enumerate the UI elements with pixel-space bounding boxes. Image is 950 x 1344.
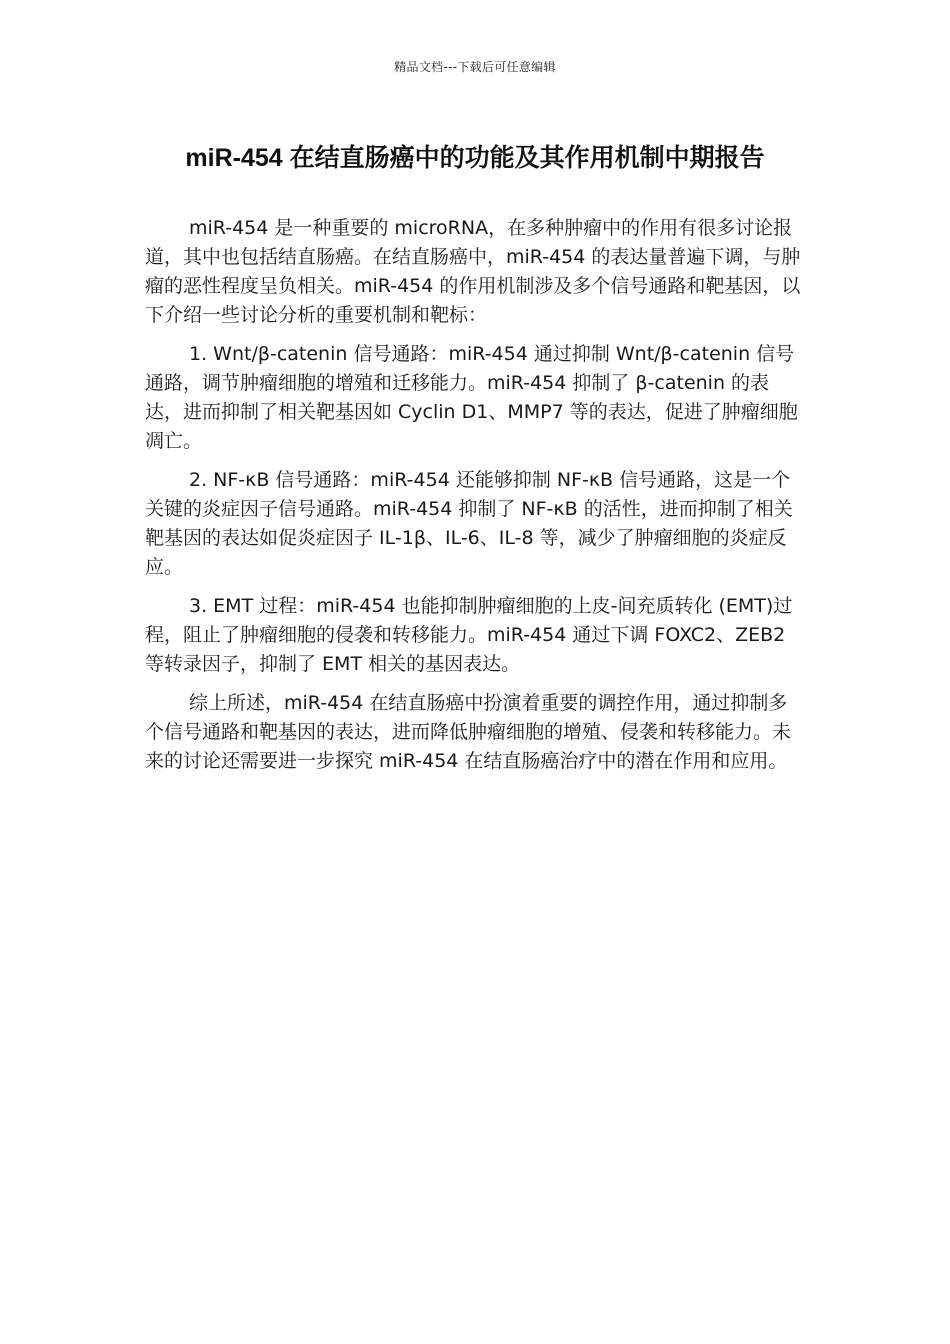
document-title: miR-454 在结直肠癌中的功能及其作用机制中期报告 — [185, 144, 765, 172]
paragraph-wnt-pathway: 1. Wnt/β-catenin 信号通路：miR-454 通过抑制 Wnt/β-catenin 信号通路，调节肿瘤细胞的增殖和迁移能力。miR-454 抑制了 β-catenin 的表达，进而抑制了相关靶基因如 Cyclin D1、MMP7 等的表达，促进了肿瘤细胞凋亡。 — [145, 343, 798, 452]
paragraph-nfkb-pathway: 2. NF-κB 信号通路：miR-454 还能够抑制 NF-κB 信号通路，这是一个关键的炎症因子信号通路。miR-454 抑制了 NF-κB 的活性，进而抑制了相关靶基因的表达如促炎症因子 IL-1β、IL-6、IL-8 等，减少了肿瘤细胞的炎症反应。 — [145, 469, 793, 578]
paragraph-intro: miR-454 是一种重要的 microRNA，在多种肿瘤中的作用有很多讨论报道，其中也包括结直肠癌。在结直肠癌中，miR-454 的表达量普遍下调，与肿瘤的恶性程度呈负相关。miR-454 的作用机制涉及多个信号通路和靶基因，以下介绍一些讨论分析的重要机制和靶标： — [145, 217, 801, 326]
paragraph-summary: 综上所述，miR-454 在结直肠癌中扮演着重要的调控作用，通过抑制多个信号通路和靶基因的表达，进而降低肿瘤细胞的增殖、侵袭和转移能力。未来的讨论还需要进一步探究 miR-454 在结直肠癌治疗中的潜在作用和应用。 — [145, 692, 792, 772]
paragraph-emt-process: 3. EMT 过程：miR-454 也能抑制肿瘤细胞的上皮-间充质转化 (EMT)过程，阻止了肿瘤细胞的侵袭和转移能力。miR-454 通过下调 FOXC2、ZEB2 等转录因子，抑制了 EMT 相关的基因表达。 — [145, 595, 793, 675]
header-note: 精品文档---下载后可任意编辑 — [394, 60, 556, 74]
document-body — [145, 214, 805, 786]
